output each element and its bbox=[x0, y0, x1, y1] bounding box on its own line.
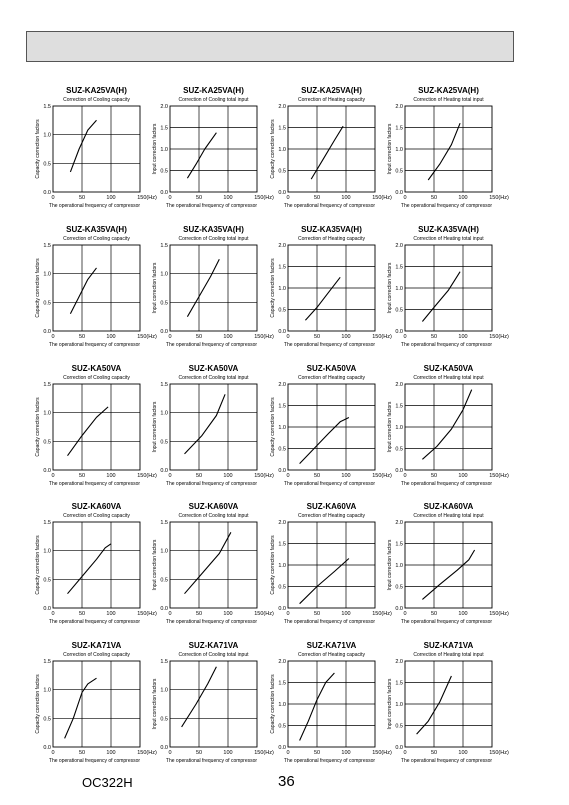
plot-frame bbox=[170, 245, 257, 331]
y-tick-label: 0.0 bbox=[43, 468, 51, 474]
y-tick-label: 1.0 bbox=[160, 548, 168, 555]
y-tick-label: 1.0 bbox=[278, 425, 286, 431]
y-tick-label: 1.5 bbox=[160, 659, 168, 665]
y-tick-label: 0.0 bbox=[278, 745, 286, 751]
x-tick-label: 100 bbox=[223, 195, 233, 201]
y-tick-label: 0.5 bbox=[160, 168, 168, 175]
y-tick-label: 1.0 bbox=[160, 410, 168, 417]
x-tick-label: 150(Hz) bbox=[254, 611, 274, 617]
x-tick-label: 150(Hz) bbox=[254, 473, 274, 479]
x-axis-label: The operational frequency of compressor bbox=[48, 481, 141, 487]
y-tick-label: 1.0 bbox=[395, 147, 403, 153]
y-tick-label: 1.5 bbox=[278, 125, 286, 132]
y-tick-label: 0.5 bbox=[160, 716, 168, 723]
y-tick-label: 0.0 bbox=[160, 745, 168, 751]
chart-subtitle: Correction of Cooling total input bbox=[178, 513, 249, 519]
x-tick-label: 0 bbox=[168, 611, 172, 617]
y-tick-label: 1.5 bbox=[160, 382, 168, 388]
x-tick-label: 150(Hz) bbox=[137, 611, 157, 617]
x-tick-label: 50 bbox=[430, 473, 438, 479]
x-axis-label: The operational frequency of compressor bbox=[400, 342, 493, 348]
chart-title: SUZ-KA60VA bbox=[423, 502, 474, 511]
x-tick-label: 150(Hz) bbox=[254, 750, 274, 756]
x-tick-label: 100 bbox=[458, 611, 468, 617]
x-tick-label: 50 bbox=[195, 334, 203, 340]
x-tick-label: 0 bbox=[51, 473, 55, 479]
series-line bbox=[187, 259, 219, 316]
y-axis-label: Input correction factors bbox=[152, 678, 158, 730]
chart-subtitle: Correction of Cooling capacity bbox=[63, 375, 130, 381]
y-tick-label: 1.5 bbox=[160, 243, 168, 249]
y-tick-label: 2.0 bbox=[395, 104, 403, 110]
y-axis-label: Input correction factors bbox=[152, 123, 158, 175]
y-tick-label: 1.5 bbox=[43, 104, 51, 110]
series-line bbox=[305, 277, 340, 320]
x-tick-label: 100 bbox=[341, 473, 351, 479]
chart-title: SUZ-KA50VA bbox=[188, 364, 239, 373]
x-axis-label: The operational frequency of compressor bbox=[48, 758, 141, 764]
y-tick-label: 0.0 bbox=[160, 606, 168, 612]
x-tick-label: 50 bbox=[430, 611, 438, 617]
y-tick-label: 0.0 bbox=[278, 468, 286, 474]
y-tick-label: 0.5 bbox=[43, 300, 51, 307]
plot-frame bbox=[170, 384, 257, 470]
y-tick-label: 1.5 bbox=[43, 520, 51, 526]
x-axis-label: The operational frequency of compressor bbox=[400, 481, 493, 487]
x-axis-label: The operational frequency of compressor bbox=[48, 203, 141, 209]
x-tick-label: 150(Hz) bbox=[137, 473, 157, 479]
x-tick-label: 50 bbox=[430, 195, 438, 201]
x-tick-label: 100 bbox=[106, 195, 116, 201]
chart-title: SUZ-KA35VA(H) bbox=[183, 225, 244, 234]
y-tick-label: 2.0 bbox=[395, 520, 403, 526]
y-tick-label: 2.0 bbox=[278, 659, 286, 665]
plot-frame bbox=[53, 106, 140, 192]
x-tick-label: 100 bbox=[341, 750, 351, 756]
plot-frame bbox=[53, 522, 140, 608]
series-line bbox=[300, 418, 349, 464]
x-tick-label: 100 bbox=[458, 334, 468, 340]
chart-title: SUZ-KA71VA bbox=[423, 641, 474, 650]
y-tick-label: 2.0 bbox=[395, 659, 403, 665]
y-tick-label: 0.0 bbox=[395, 329, 403, 335]
chart-subtitle: Correction of Cooling total input bbox=[178, 97, 249, 103]
x-tick-label: 100 bbox=[341, 195, 351, 201]
y-axis-label: Capacity correction factors bbox=[270, 397, 276, 457]
page-number: 36 bbox=[278, 773, 295, 790]
chart-title: SUZ-KA50VA bbox=[423, 364, 474, 373]
x-tick-label: 0 bbox=[286, 195, 290, 201]
y-axis-label: Capacity correction factors bbox=[35, 119, 41, 179]
y-axis-label: Capacity correction factors bbox=[270, 535, 276, 595]
x-tick-label: 50 bbox=[430, 750, 438, 756]
x-axis-label: The operational frequency of compressor bbox=[283, 203, 376, 209]
y-tick-label: 2.0 bbox=[278, 382, 286, 388]
x-tick-label: 100 bbox=[106, 611, 116, 617]
x-tick-label: 0 bbox=[286, 334, 290, 340]
y-tick-label: 0.5 bbox=[160, 300, 168, 307]
x-tick-label: 0 bbox=[168, 195, 172, 201]
y-tick-label: 1.5 bbox=[160, 125, 168, 132]
y-axis-label: Input correction factors bbox=[387, 401, 393, 453]
y-axis-label: Input correction factors bbox=[387, 539, 393, 591]
y-tick-label: 0.0 bbox=[160, 329, 168, 335]
y-tick-label: 0.5 bbox=[160, 577, 168, 584]
plot-frame bbox=[170, 661, 257, 747]
x-tick-label: 150(Hz) bbox=[372, 195, 392, 201]
chart-subtitle: Correction of Heating capacity bbox=[298, 375, 365, 381]
y-tick-label: 0.0 bbox=[278, 329, 286, 335]
y-tick-label: 0.0 bbox=[395, 606, 403, 612]
y-tick-label: 0.5 bbox=[278, 723, 286, 730]
x-tick-label: 0 bbox=[51, 611, 55, 617]
series-line bbox=[70, 268, 96, 314]
y-axis-label: Capacity correction factors bbox=[35, 674, 41, 734]
x-tick-label: 50 bbox=[313, 334, 321, 340]
y-tick-label: 1.0 bbox=[43, 132, 51, 139]
x-tick-label: 50 bbox=[195, 750, 203, 756]
x-axis-label: The operational frequency of compressor bbox=[283, 758, 376, 764]
y-axis-label: Input correction factors bbox=[387, 262, 393, 314]
plot-frame bbox=[170, 522, 257, 608]
y-tick-label: 2.0 bbox=[278, 243, 286, 249]
x-tick-label: 50 bbox=[313, 195, 321, 201]
y-tick-label: 1.5 bbox=[395, 403, 403, 410]
plot-frame bbox=[53, 245, 140, 331]
y-tick-label: 1.5 bbox=[395, 125, 403, 132]
x-tick-label: 50 bbox=[195, 195, 203, 201]
chart-title: SUZ-KA60VA bbox=[188, 502, 239, 511]
x-tick-label: 50 bbox=[78, 473, 86, 479]
x-tick-label: 150(Hz) bbox=[137, 334, 157, 340]
x-tick-label: 100 bbox=[458, 473, 468, 479]
series-line bbox=[68, 407, 109, 456]
y-tick-label: 1.5 bbox=[43, 659, 51, 665]
plot-frame bbox=[53, 384, 140, 470]
x-axis-label: The operational frequency of compressor bbox=[400, 758, 493, 764]
y-tick-label: 0.0 bbox=[43, 329, 51, 335]
y-tick-label: 1.0 bbox=[160, 687, 168, 694]
footer-code: OC322H bbox=[82, 775, 133, 790]
x-tick-label: 0 bbox=[403, 611, 407, 617]
y-tick-label: 0.5 bbox=[43, 161, 51, 168]
x-tick-label: 100 bbox=[458, 750, 468, 756]
y-tick-label: 0.5 bbox=[395, 446, 403, 453]
y-tick-label: 1.5 bbox=[43, 382, 51, 388]
chart-title: SUZ-KA25VA(H) bbox=[418, 86, 479, 95]
y-axis-label: Capacity correction factors bbox=[35, 535, 41, 595]
x-tick-label: 0 bbox=[403, 195, 407, 201]
chart-subtitle: Correction of Heating total input bbox=[413, 375, 484, 381]
chart-title: SUZ-KA25VA(H) bbox=[301, 86, 362, 95]
x-axis-label: The operational frequency of compressor bbox=[48, 342, 141, 348]
chart-title: SUZ-KA25VA(H) bbox=[66, 86, 127, 95]
x-tick-label: 50 bbox=[430, 334, 438, 340]
x-tick-label: 0 bbox=[286, 611, 290, 617]
x-axis-label: The operational frequency of compressor bbox=[283, 481, 376, 487]
x-tick-label: 100 bbox=[458, 195, 468, 201]
x-tick-label: 150(Hz) bbox=[137, 750, 157, 756]
chart-subtitle: Correction of Heating capacity bbox=[298, 236, 365, 242]
x-tick-label: 0 bbox=[168, 473, 172, 479]
x-tick-label: 50 bbox=[78, 750, 86, 756]
y-tick-label: 0.5 bbox=[395, 723, 403, 730]
x-tick-label: 0 bbox=[286, 750, 290, 756]
y-tick-label: 0.5 bbox=[278, 446, 286, 453]
y-tick-label: 0.5 bbox=[278, 307, 286, 314]
y-axis-label: Input correction factors bbox=[387, 678, 393, 730]
y-tick-label: 1.0 bbox=[278, 563, 286, 569]
y-tick-label: 1.0 bbox=[395, 425, 403, 431]
chart-title: SUZ-KA25VA(H) bbox=[183, 86, 244, 95]
y-tick-label: 1.0 bbox=[43, 410, 51, 417]
chart-subtitle: Correction of Heating total input bbox=[413, 97, 484, 103]
y-tick-label: 1.0 bbox=[160, 147, 168, 153]
chart-title: SUZ-KA71VA bbox=[306, 641, 357, 650]
chart-subtitle: Correction of Heating capacity bbox=[298, 652, 365, 658]
series-line bbox=[65, 678, 97, 738]
y-axis-label: Input correction factors bbox=[152, 262, 158, 314]
x-tick-label: 50 bbox=[78, 195, 86, 201]
chart-title: SUZ-KA71VA bbox=[71, 641, 122, 650]
x-axis-label: The operational frequency of compressor bbox=[165, 619, 258, 625]
chart-subtitle: Correction of Cooling capacity bbox=[63, 652, 130, 658]
y-tick-label: 1.5 bbox=[278, 541, 286, 548]
y-axis-label: Capacity correction factors bbox=[35, 397, 41, 457]
y-tick-label: 1.5 bbox=[278, 403, 286, 410]
y-tick-label: 1.5 bbox=[278, 264, 286, 271]
y-tick-label: 1.5 bbox=[278, 680, 286, 687]
x-axis-label: The operational frequency of compressor bbox=[283, 342, 376, 348]
y-tick-label: 1.5 bbox=[395, 680, 403, 687]
chart-subtitle: Correction of Heating total input bbox=[413, 236, 484, 242]
y-axis-label: Capacity correction factors bbox=[270, 674, 276, 734]
y-tick-label: 0.5 bbox=[395, 584, 403, 591]
x-axis-label: The operational frequency of compressor bbox=[165, 203, 258, 209]
x-tick-label: 100 bbox=[223, 611, 233, 617]
chart-subtitle: Correction of Cooling capacity bbox=[63, 513, 130, 519]
x-axis-label: The operational frequency of compressor bbox=[400, 203, 493, 209]
chart-title: SUZ-KA50VA bbox=[306, 364, 357, 373]
y-tick-label: 2.0 bbox=[395, 382, 403, 388]
x-tick-label: 150(Hz) bbox=[372, 611, 392, 617]
x-tick-label: 150(Hz) bbox=[489, 611, 509, 617]
y-tick-label: 0.5 bbox=[395, 307, 403, 314]
x-tick-label: 100 bbox=[341, 334, 351, 340]
x-tick-label: 0 bbox=[168, 334, 172, 340]
x-axis-label: The operational frequency of compressor bbox=[165, 481, 258, 487]
series-line bbox=[185, 394, 226, 454]
chart-subtitle: Correction of Heating capacity bbox=[298, 513, 365, 519]
y-tick-label: 0.5 bbox=[43, 439, 51, 446]
series-line bbox=[185, 532, 231, 593]
x-axis-label: The operational frequency of compressor bbox=[48, 619, 141, 625]
x-tick-label: 100 bbox=[106, 750, 116, 756]
x-tick-label: 150(Hz) bbox=[489, 195, 509, 201]
y-tick-label: 0.0 bbox=[43, 606, 51, 612]
chart-subtitle: Correction of Cooling total input bbox=[178, 236, 249, 242]
chart-title: SUZ-KA60VA bbox=[306, 502, 357, 511]
series-line bbox=[187, 133, 216, 179]
chart-title: SUZ-KA50VA bbox=[71, 364, 122, 373]
chart-subtitle: Correction of Heating total input bbox=[413, 652, 484, 658]
x-tick-label: 0 bbox=[51, 334, 55, 340]
x-tick-label: 50 bbox=[195, 611, 203, 617]
x-tick-label: 150(Hz) bbox=[372, 334, 392, 340]
y-tick-label: 1.5 bbox=[395, 264, 403, 271]
x-axis-label: The operational frequency of compressor bbox=[165, 342, 258, 348]
y-axis-label: Capacity correction factors bbox=[270, 119, 276, 179]
y-tick-label: 1.5 bbox=[395, 541, 403, 548]
y-tick-label: 1.0 bbox=[278, 147, 286, 153]
x-tick-label: 150(Hz) bbox=[372, 473, 392, 479]
y-axis-label: Capacity correction factors bbox=[270, 258, 276, 318]
y-tick-label: 0.0 bbox=[395, 745, 403, 751]
chart-subtitle: Correction of Heating capacity bbox=[298, 97, 365, 103]
series-line bbox=[428, 123, 460, 180]
x-axis-label: The operational frequency of compressor bbox=[165, 758, 258, 764]
y-tick-label: 0.0 bbox=[278, 606, 286, 612]
x-tick-label: 100 bbox=[106, 473, 116, 479]
x-tick-label: 0 bbox=[403, 473, 407, 479]
y-tick-label: 1.0 bbox=[395, 286, 403, 292]
chart-subtitle: Correction of Cooling capacity bbox=[63, 236, 130, 242]
series-line bbox=[68, 544, 112, 594]
x-tick-label: 0 bbox=[403, 750, 407, 756]
x-tick-label: 0 bbox=[286, 473, 290, 479]
y-tick-label: 0.0 bbox=[395, 190, 403, 196]
x-tick-label: 50 bbox=[78, 611, 86, 617]
y-tick-label: 1.0 bbox=[278, 286, 286, 292]
x-tick-label: 150(Hz) bbox=[254, 334, 274, 340]
y-tick-label: 0.5 bbox=[395, 168, 403, 175]
y-tick-label: 2.0 bbox=[395, 243, 403, 249]
x-tick-label: 50 bbox=[313, 473, 321, 479]
y-tick-label: 0.0 bbox=[43, 190, 51, 196]
x-tick-label: 100 bbox=[223, 334, 233, 340]
chart-subtitle: Correction of Cooling total input bbox=[178, 375, 249, 381]
series-line bbox=[422, 550, 474, 599]
x-tick-label: 100 bbox=[106, 334, 116, 340]
y-tick-label: 1.0 bbox=[395, 702, 403, 708]
series-line bbox=[311, 126, 343, 179]
y-tick-label: 1.5 bbox=[43, 243, 51, 249]
x-tick-label: 0 bbox=[168, 750, 172, 756]
x-tick-label: 100 bbox=[223, 473, 233, 479]
y-axis-label: Input correction factors bbox=[152, 401, 158, 453]
x-axis-label: The operational frequency of compressor bbox=[400, 619, 493, 625]
series-line bbox=[422, 272, 460, 322]
chart-subtitle: Correction of Heating total input bbox=[413, 513, 484, 519]
y-axis-label: Input correction factors bbox=[387, 123, 393, 175]
chart-title: SUZ-KA35VA(H) bbox=[418, 225, 479, 234]
y-tick-label: 0.5 bbox=[278, 584, 286, 591]
y-tick-label: 1.0 bbox=[43, 271, 51, 278]
x-tick-label: 0 bbox=[51, 750, 55, 756]
x-tick-label: 100 bbox=[223, 750, 233, 756]
y-tick-label: 0.5 bbox=[160, 439, 168, 446]
y-tick-label: 1.5 bbox=[160, 520, 168, 526]
x-tick-label: 50 bbox=[313, 750, 321, 756]
y-tick-label: 0.0 bbox=[43, 745, 51, 751]
chart-subtitle: Correction of Cooling capacity bbox=[63, 97, 130, 103]
x-tick-label: 100 bbox=[341, 611, 351, 617]
y-tick-label: 1.0 bbox=[43, 548, 51, 555]
y-tick-label: 2.0 bbox=[278, 104, 286, 110]
x-tick-label: 150(Hz) bbox=[489, 750, 509, 756]
y-tick-label: 0.5 bbox=[43, 577, 51, 584]
series-line bbox=[70, 120, 96, 172]
y-axis-label: Capacity correction factors bbox=[35, 258, 41, 318]
y-tick-label: 0.0 bbox=[395, 468, 403, 474]
chart-subtitle: Correction of Cooling total input bbox=[178, 652, 249, 658]
x-axis-label: The operational frequency of compressor bbox=[283, 619, 376, 625]
x-tick-label: 0 bbox=[403, 334, 407, 340]
y-tick-label: 1.0 bbox=[395, 563, 403, 569]
y-tick-label: 1.0 bbox=[278, 702, 286, 708]
x-tick-label: 150(Hz) bbox=[372, 750, 392, 756]
x-tick-label: 50 bbox=[313, 611, 321, 617]
x-tick-label: 150(Hz) bbox=[489, 473, 509, 479]
x-tick-label: 150(Hz) bbox=[137, 195, 157, 201]
y-tick-label: 0.0 bbox=[278, 190, 286, 196]
chart-title: SUZ-KA60VA bbox=[71, 502, 122, 511]
y-tick-label: 1.0 bbox=[43, 687, 51, 694]
y-tick-label: 1.0 bbox=[160, 271, 168, 278]
x-tick-label: 50 bbox=[195, 473, 203, 479]
y-tick-label: 0.0 bbox=[160, 468, 168, 474]
chart-title: SUZ-KA35VA(H) bbox=[66, 225, 127, 234]
x-tick-label: 150(Hz) bbox=[489, 334, 509, 340]
x-tick-label: 150(Hz) bbox=[254, 195, 274, 201]
y-tick-label: 2.0 bbox=[160, 104, 168, 110]
chart-title: SUZ-KA35VA(H) bbox=[301, 225, 362, 234]
chart-title: SUZ-KA71VA bbox=[188, 641, 239, 650]
x-tick-label: 50 bbox=[78, 334, 86, 340]
y-tick-label: 0.0 bbox=[160, 190, 168, 196]
y-tick-label: 2.0 bbox=[278, 520, 286, 526]
y-tick-label: 0.5 bbox=[43, 716, 51, 723]
x-tick-label: 0 bbox=[51, 195, 55, 201]
y-tick-label: 0.5 bbox=[278, 168, 286, 175]
y-axis-label: Input correction factors bbox=[152, 539, 158, 591]
